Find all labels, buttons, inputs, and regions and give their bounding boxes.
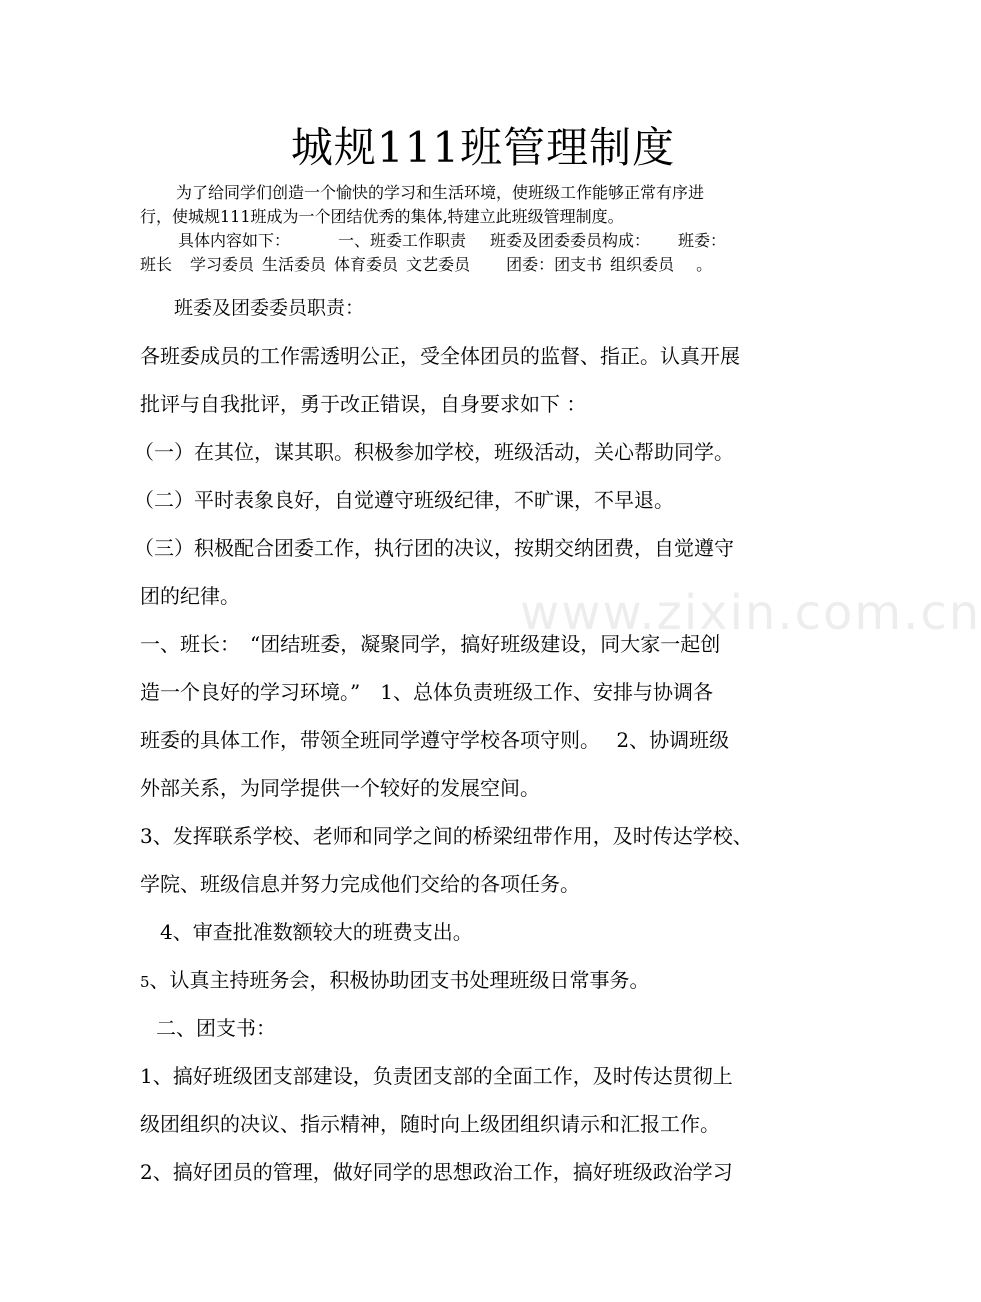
body-line: 各班委成员的工作需透明公正，受全体团员的监督、指正。认真开展 (140, 344, 740, 368)
body-line: 团的纪律。 (140, 584, 240, 608)
intro-line (140, 205, 790, 229)
body-line: （二）平时表象良好，自觉遵守班级纪律，不旷课，不早退。 (134, 488, 674, 512)
intro-line (140, 253, 790, 277)
intro-text: 生活委员 (262, 255, 327, 274)
body-line: 4、审查批准数额较大的班费支出。 (160, 920, 473, 944)
intro-text: 一、班委工作职责 (338, 231, 467, 250)
body-line: 2、搞好团员的管理，做好同学的思想政治工作，搞好班级政治学习 (140, 1160, 733, 1184)
body-line: 外部关系，为同学提供一个较好的发展空间。 (140, 776, 540, 800)
intro-text: 行，使城规111班成为一个团结优秀的集体,特建立此班级管理制度。 (140, 207, 624, 226)
body-line: 1、搞好班级团支部建设，负责团支部的全面工作，及时传达贯彻上 (140, 1064, 733, 1088)
intro-line (140, 229, 790, 253)
intro-block (140, 181, 790, 277)
intro-text: 团委：团支书 (506, 255, 603, 274)
body-line: 造一个良好的学习环境。” 1、总体负责班级工作、安排与协调各 (140, 680, 713, 704)
intro-text: 组织委员 (610, 255, 675, 274)
intro-text: 文艺委员 (406, 255, 471, 274)
intro-text: 班长 (140, 255, 173, 274)
body-line: 级团组织的决议、指示精神，随时向上级团组织请示和汇报工作。 (140, 1112, 720, 1136)
intro-text: 班委： (678, 231, 727, 250)
list-number: 5 (140, 973, 150, 991)
body-line: 班委的具体工作，带领全班同学遵守学校各项守则。 2、协调班级 (140, 728, 730, 752)
body-line: （三）积极配合团委工作，执行团的决议，按期交纳团费，自觉遵守 (134, 536, 734, 560)
intro-text: 具体内容如下： (178, 231, 291, 250)
intro-text: 学习委员 (190, 255, 255, 274)
body-line: 班委及团委委员职责： (174, 297, 365, 319)
body-line: 一、班长： “团结班委，凝聚同学，搞好班级建设，同大家一起创 (140, 632, 721, 656)
intro-text: 班委及团委委员构成： (490, 231, 651, 250)
body-line: 批评与自我批评，勇于改正错误，自身要求如下 ： (140, 392, 587, 416)
body-line: 二、团支书： (156, 1016, 276, 1040)
intro-line (140, 181, 790, 205)
body-line: 学院、班级信息并努力完成他们交给的各项任务。 (140, 872, 580, 896)
intro-text: 。 (696, 255, 713, 274)
body-line: （一）在其位，谋其职。积极参加学校，班级活动，关心帮助同学。 (134, 440, 734, 464)
watermark: www.zixin.com.cn (520, 585, 981, 641)
intro-text: 体育委员 (334, 255, 399, 274)
body-line: 3、发挥联系学校、老师和同学之间的桥梁纽带作用，及时传达学校、 (140, 824, 753, 848)
document-title: 城规111班管理制度 (290, 123, 676, 172)
body-line-text: 、认真主持班务会，积极协助团支书处理班级日常事务。 (149, 968, 650, 992)
intro-text: 为了给同学们创造一个愉快的学习和生活环境，使班级工作能够正常有序进 (176, 183, 705, 202)
body-line (140, 960, 650, 1000)
